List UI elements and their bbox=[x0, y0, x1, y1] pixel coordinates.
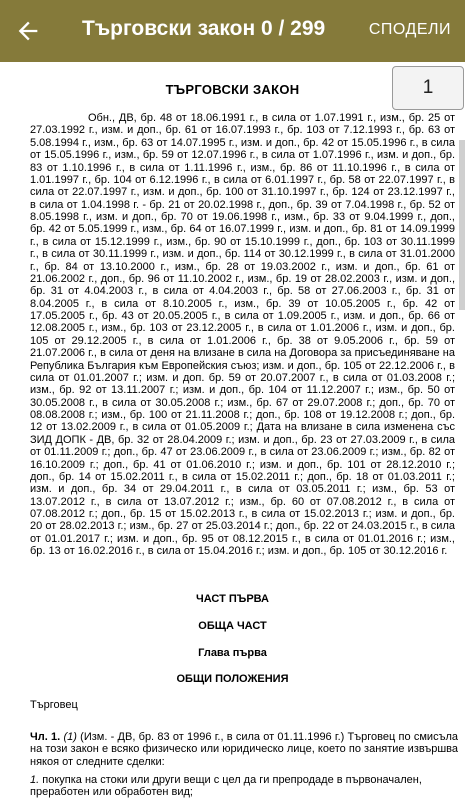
share-button[interactable]: СПОДЕЛИ bbox=[368, 21, 451, 38]
article-label: Чл. 1. bbox=[30, 731, 61, 743]
back-arrow-icon[interactable] bbox=[14, 17, 42, 45]
page-title: Търговски закон 0 / 299 bbox=[82, 17, 326, 40]
section-heading-trader: Търговец bbox=[30, 699, 78, 711]
chapter-heading: Глава първа bbox=[198, 647, 267, 659]
part-heading: ЧАСТ ПЪРВА bbox=[196, 593, 269, 605]
page-number-value: 1 bbox=[422, 77, 434, 98]
general-provisions-heading: ОБЩИ ПОЛОЖЕНИЯ bbox=[176, 673, 289, 685]
scrollbar[interactable] bbox=[459, 140, 465, 310]
item-text: покупка на стоки или други вещи с цел да ги препродаде в първоначален, преработен или обработен вид; bbox=[30, 774, 422, 799]
paragraph-number: (1) bbox=[63, 731, 77, 743]
article-text: (Изм. - ДВ, бр. 83 от 1996 г., в сила от 01.11.1996 г.) Търговец по смисъла на този закон е всяко физическо или юридическо лице, което по занятие извършва някоя от следните сделки: bbox=[30, 731, 458, 768]
document-title: ТЪРГОВСКИ ЗАКОН bbox=[165, 82, 300, 97]
general-part-heading: ОБЩА ЧАСТ bbox=[198, 620, 267, 632]
list-item bbox=[30, 774, 455, 799]
amendments-text: Обн., ДВ, бр. 48 от 18.06.1991 г., в сила от 1.07.1991 г., изм., бр. 25 от 27.03.1992 г., изм. и доп., бр. 61 от 16.07.1993 г., бр. 103 от 7.12.1993 г., бр. 63 от 5.08.1994 г., изм., бр. 63 от 14.07.1995 г., изм. и доп., бр. 42 от 15.05.1996 г., в сила от 15.05.1996 г., изм., бр. 59 от 12.07.1996 г., в сила от 1.07.1996 г., изм. и доп., бр. 83 от 1.10.1996 г., в сила от 1.11.1996 г., изм., бр. 86 от 11.10.1996 г., в сила от 1.01.1997 г., бр. 104 от 6.12.1996 г., в сила от 6.01.1997 г., бр. 58 от 22.07.1997 г., в сила от 22.07.1997 г., изм. и доп., бр. 100 от 31.10.1997 г., бр. 124 от 23.12.1997 г., в сила от 1.04.1998 г. - бр. 21 от 20.02.1998 г., доп., бр. 39 от 7.04.1998 г., бр. 52 от 8.05.1998 г., изм. и доп., бр. 70 от 19.06.1998 г., изм., бр. 33 от 9.04.1999 г., доп., бр. 42 от 5.05.1999 г., изм., бр. 64 от 16.07.1999 г., изм. и доп., бр. 81 от 14.09.1999 г., в сила от 15.12.1999 г., изм., бр. 90 от 15.10.1999 г., доп., бр. 103 от 30.11.1999 г., в сила от 30.11.1999 г., изм. и доп., бр. 114 от 30.12.1999 г., в сила от 31.01.2000 г., бр. 84 от 13.10.2000 г., изм., бр. 28 от 19.03.2002 г., изм. и доп., бр. 61 от 21.06.2002 г., доп., бр. 96 от 11.10.2002 г., изм., бр. 19 от 28.02.2003 г., изм. и доп., бр. 31 от 4.04.2003 г., в сила от 4.04.2003 г., бр. 58 от 27.06.2003 г., бр. 31 от 8.04.2005 г., в сила от 8.10.2005 г., изм., бр. 39 от 10.05.2005 г., бр. 42 от 17.05.2005 г., бр. 43 от 20.05.2005 г., в сила от 1.09.2005 г., изм. и доп., бр. 66 от 12.08.2005 г., изм., бр. 103 от 23.12.2005 г., в сила от 1.01.2006 г., изм. и доп., бр. 105 от 29.12.2005 г., в сила от 1.01.2006 г., бр. 38 от 9.05.2006 г., бр. 59 от 21.07.2006 г., в сила от деня на влизане в сила на Договора за присъединяване на Република България към Европейския съюз; изм. и доп., бр. 105 от 22.12.2006 г., в сила от 01.01.2007 г.; изм. и доп. бр. 59 от 20.07.2007 г., в сила от 01.03.2008 г.; изм., бр. 92 от 13.11.2007 г.; изм. и доп., бр. 104 от 11.12.2007 г.; изм., бр. 50 от 30.05.2008 г., в сила от 30.05.2008 г.; изм., бр. 67 от 29.07.2008 г.; доп., бр. 70 от 08.08.2008 г.; изм., бр. 100 от 21.11.2008 г.; доп., бр. 108 от 19.12.2008 г.; доп., бр. 12 от 13.02.2009 г., в сила от 01.05.2009 г.; Дата на влизане в сила изменена със ЗИД ДОПК - ДВ, бр. 32 от 28.04.2009 г.; изм. и доп., бр. 23 от 27.03.2009 г., в сила от 01.11.2009 г.; доп., бр. 47 от 23.06.2009 г., в сила от 23.06.2009 г.; изм., бр. 82 от 16.10.2009 г.; доп., бр. 41 от 01.06.2010 г.; изм. и доп., бр. 101 от 28.12.2010 г.; доп., бр. 14 от 15.02.2011 г., в сила от 15.02.2011 г.; доп., бр. 18 от 01.03.2011 г.; изм. и доп., бр. 34 от 29.04.2011 г., в сила от 03.05.2011 г.; изм., бр. 53 от 13.07.2012 г., в сила от 13.07.2012 г.; изм., бр. 60 от 07.08.2012 г., в сила от 07.08.2012 г.; доп., бр. 15 от 15.02.2013 г., в сила от 15.02.2013 г.; изм. и доп., бр. 20 от 28.02.2013 г.; изм., бр. 27 от 25.03.2014 г.; доп., бр. 22 от 24.03.2015 г., в сила от 01.01.2017 г.; изм. и доп., бр. 95 от 08.12.2015 г., в сила от 01.01.2016 г.; изм., бр. 13 от 16.02.2016 г., в сила от 15.04.2016 г.; изм. и доп., бр. 105 от 30.12.2016 г. bbox=[30, 112, 455, 558]
article-1-paragraph bbox=[30, 731, 458, 768]
app-bar bbox=[0, 0, 465, 62]
item-number: 1. bbox=[30, 774, 40, 786]
